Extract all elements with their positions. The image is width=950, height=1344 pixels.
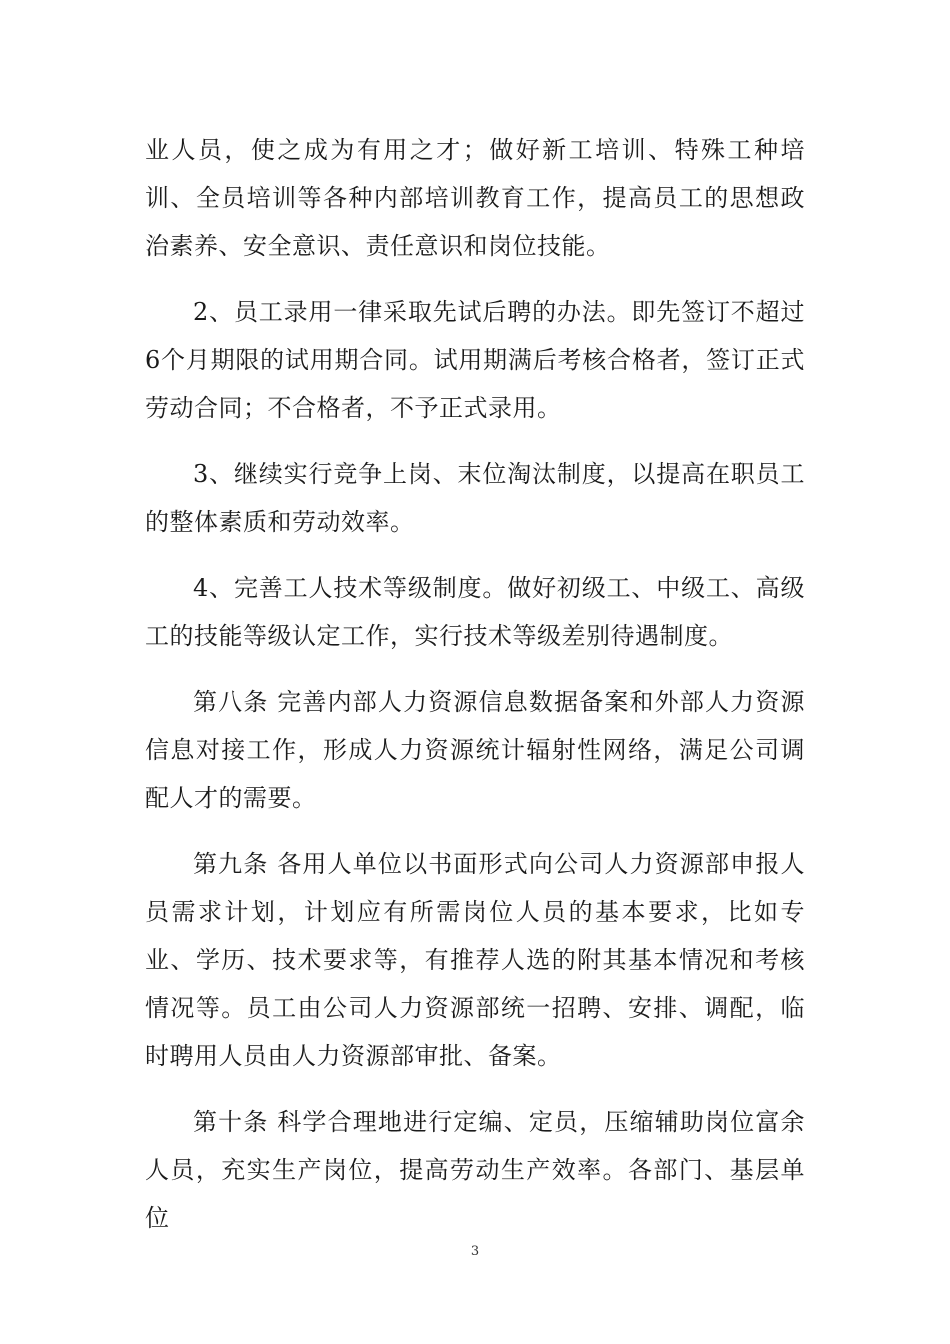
paragraph-article-9: 第九条 各用人单位以书面形式向公司人力资源部申报人员需求计划，计划应有所需岗位人员的基本要求，比如专业、学历、技术要求等，有推荐人选的附其基本情况和考核情况等。员工由公司人力资源部统一招聘、安排、调配，临时聘用人员由人力资源部审批、备案。 <box>145 850 805 1070</box>
paragraph-article-10: 第十条 科学合理地进行定编、定员，压缩辅助岗位富余人员，充实生产岗位，提高劳动生产效率。各部门、基层单位 <box>145 1108 805 1232</box>
paragraph-3: 3、继续实行竞争上岗、末位淘汰制度，以提高在职员工的整体素质和劳动效率。 <box>145 460 805 536</box>
page-number: 3 <box>470 1244 480 1259</box>
paragraph-article-8: 第八条 完善内部人力资源信息数据备案和外部人力资源信息对接工作，形成人力资源统计辐射性网络，满足公司调配人才的需要。 <box>145 688 805 812</box>
paragraph-2: 2、员工录用一律采取先试后聘的办法。即先签订不超过6个月期限的试用期合同。试用期满后考核合格者，签订正式劳动合同；不合格者，不予正式录用。 <box>145 298 805 422</box>
body-text <box>145 126 805 1260</box>
paragraph-4: 4、完善工人技术等级制度。做好初级工、中级工、高级工的技能等级认定工作，实行技术等级差别待遇制度。 <box>145 574 805 650</box>
paragraph-1: 业人员，使之成为有用之才；做好新工培训、特殊工种培训、全员培训等各种内部培训教育工作，提高员工的思想政治素养、安全意识、责任意识和岗位技能。 <box>145 136 805 260</box>
